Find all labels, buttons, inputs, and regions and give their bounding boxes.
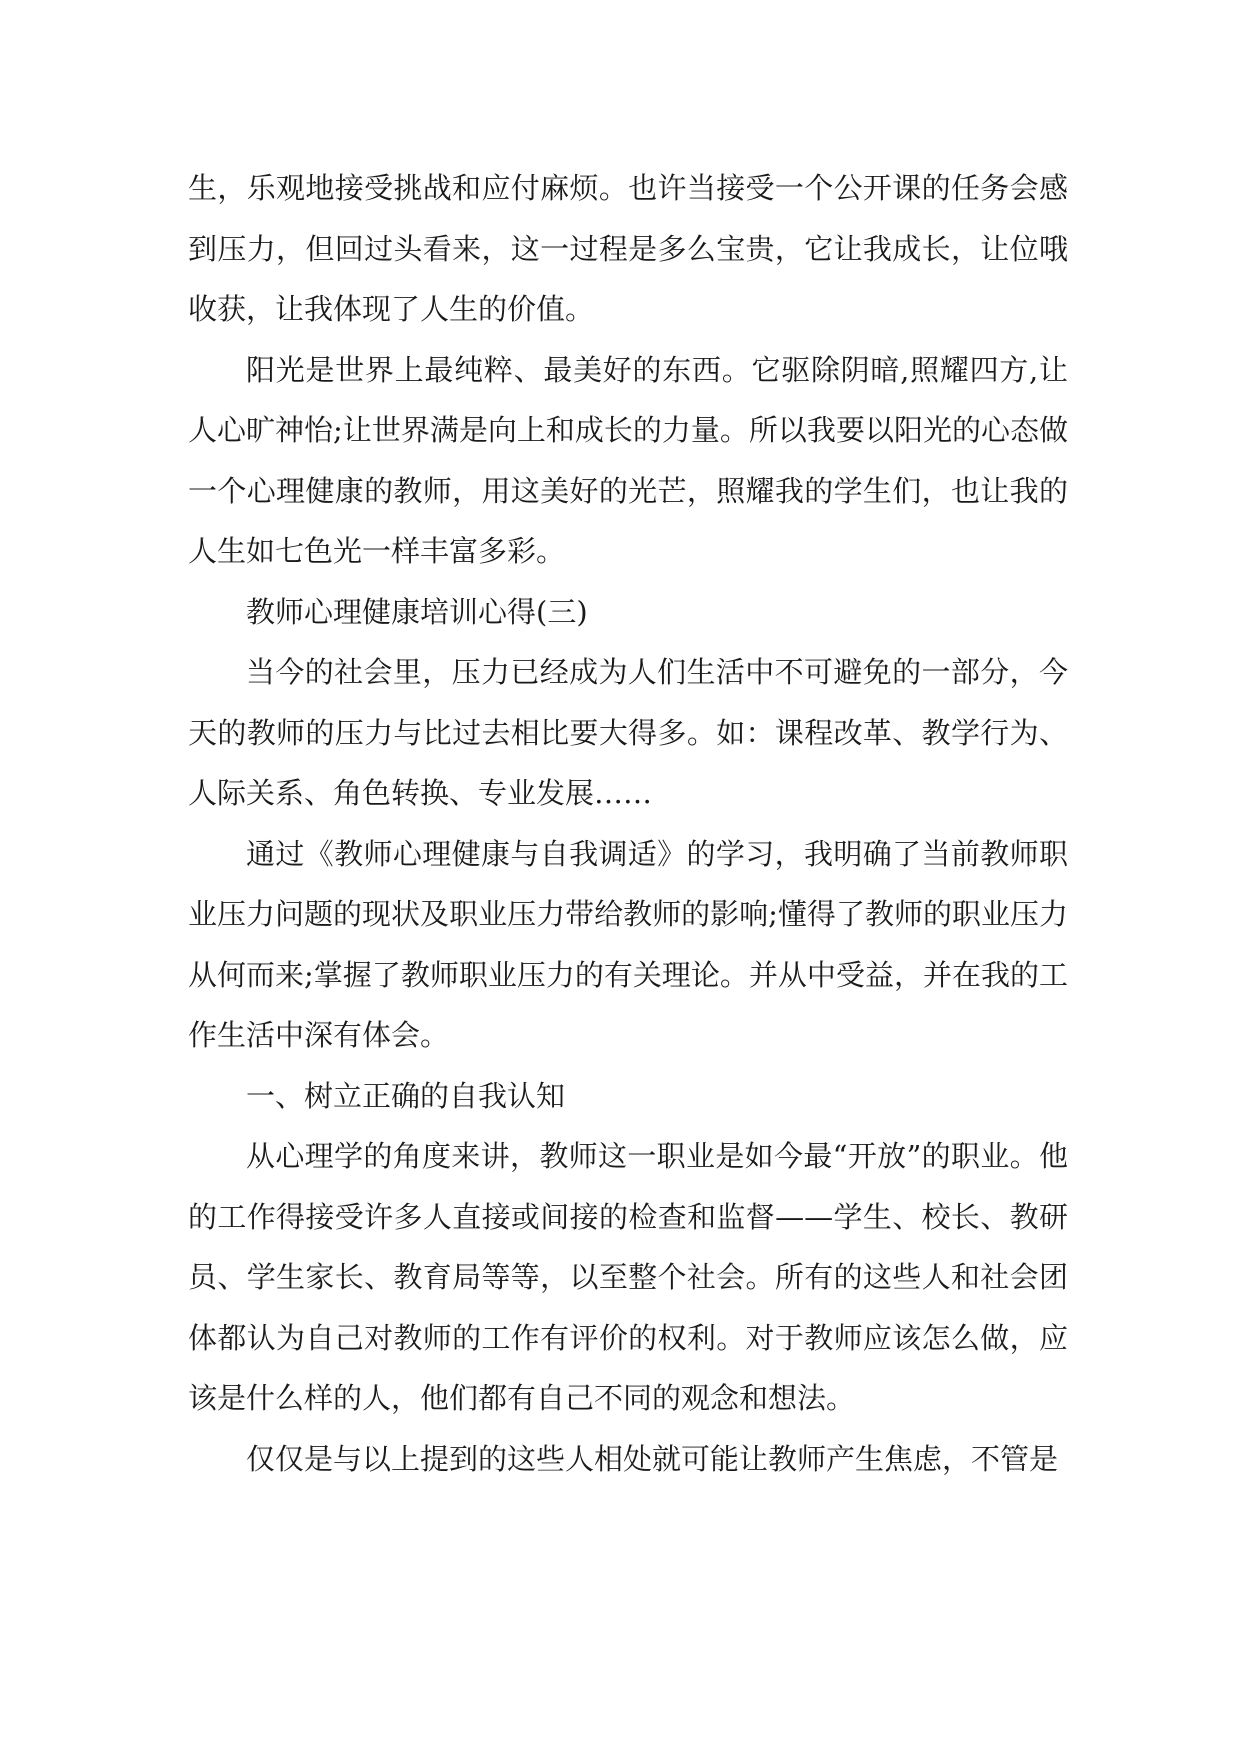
paragraph-study: 通过《教师心理健康与自我调适》的学习，我明确了当前教师职业压力问题的现状及职业压力带给教师的影响;懂得了教师的职业压力从何而来;掌握了教师职业压力的有关理论。并从中受益，并在我的工作生活中深有体会。 xyxy=(188,836,1068,1052)
subheading-self-cognition: 一、树立正确的自我认知 xyxy=(246,1078,566,1113)
paragraph-sunshine: 阳光是世界上最纯粹、最美好的东西。它驱除阴暗,照耀四方,让人心旷神怡;让世界满是向上和成长的力量。所以我要以阳光的心态做一个心理健康的教师，用这美好的光芒，照耀我的学生们，也让我的人生如七色光一样丰富多彩。 xyxy=(188,352,1068,568)
document-body xyxy=(188,158,1068,1489)
paragraph-anxiety: 仅仅是与以上提到的这些人相处就可能让教师产生焦虑，不管是 xyxy=(246,1441,1059,1476)
paragraph-pressure: 当今的社会里，压力已经成为人们生活中不可避免的一部分，今天的教师的压力与比过去相比要大得多。如：课程改革、教学行为、人际关系、角色转换、专业发展…… xyxy=(188,655,1068,810)
paragraph-psychology: 从心理学的角度来讲，教师这一职业是如今最“开放”的职业。他的工作得接受许多人直接或间接的检查和监督——学生、校长、教研员、学生家长、教育局等等，以至整个社会。所有的这些人和社会团体都认为自己对教师的工作有评价的权利。对于教师应该怎么做，应该是什么样的人，他们都有自己不同的观念和想法。 xyxy=(188,1139,1068,1415)
section-title: 教师心理健康培训心得(三) xyxy=(246,594,588,629)
paragraph-continued: 生，乐观地接受挑战和应付麻烦。也许当接受一个公开课的任务会感到压力，但回过头看来，这一过程是多么宝贵，它让我成长，让位哦收获，让我体现了人生的价值。 xyxy=(188,171,1068,326)
